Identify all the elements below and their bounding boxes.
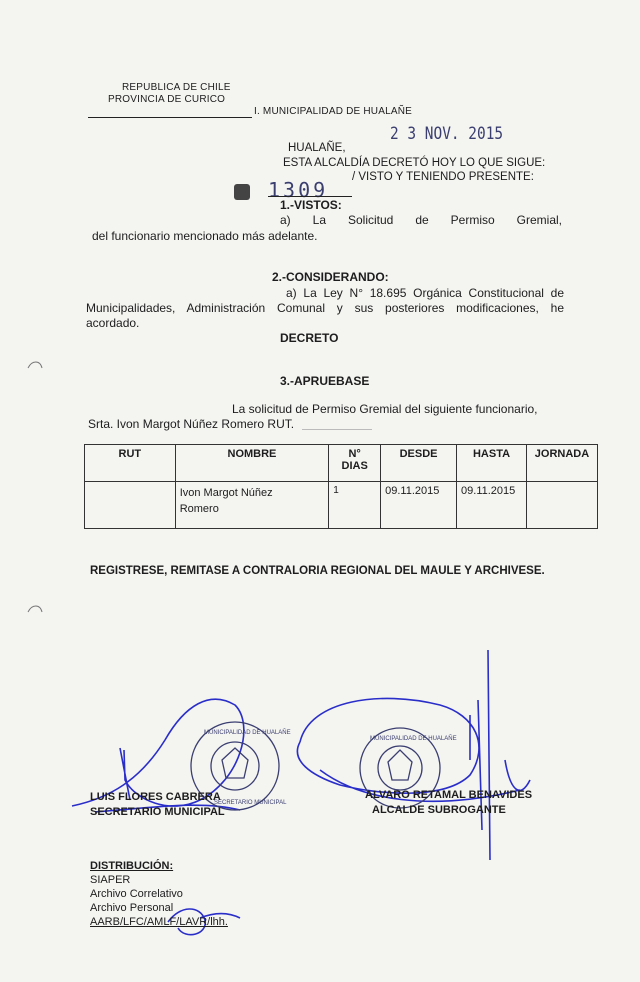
cell-hasta: 09.11.2015 <box>457 482 527 529</box>
left-signer-name: LUIS FLORES CABRERA <box>90 791 221 803</box>
considerando-heading: 2.-CONSIDERANDO: <box>272 270 389 284</box>
right-signer-title: ALCALDE SUBROGANTE <box>372 804 506 816</box>
intro-line-1: ESTA ALCALDÍA DECRETÓ HOY LO QUE SIGUE: <box>283 157 546 169</box>
republic-label: REPUBLICA DE CHILE <box>122 82 231 93</box>
col-jornada: JORNADA <box>526 445 597 482</box>
apruebase-text-a: La solicitud de Permiso Gremial del siguiente funcionario, <box>232 402 538 416</box>
considerando-text-b: Municipalidades, Administración Comunal y sus posteriores modificaciones, he <box>86 301 564 315</box>
apruebase-heading: 3.-APRUEBASE <box>280 374 370 388</box>
list-item: Archivo Personal <box>90 902 174 914</box>
considerando-text-a: a) La Ley N° 18.695 Orgánica Constitucional de <box>286 286 564 300</box>
col-hasta: HASTA <box>457 445 527 482</box>
col-rut: RUT <box>85 445 176 482</box>
decreto-heading: DECRETO <box>280 331 339 345</box>
right-signer-name: ALVARO RETAMAL BENAVIDES <box>365 789 533 801</box>
considerando-text-c: acordado. <box>86 316 140 330</box>
date-stamp: 2 3 NOV. 2015 <box>390 124 504 144</box>
distribution-block <box>90 859 228 929</box>
col-nombre: NOMBRE <box>175 445 329 482</box>
seal-left-text-top: MUNICIPALIDAD DE HUALAÑE <box>204 730 291 736</box>
distribution-heading: DISTRIBUCIÓN: <box>90 860 174 872</box>
list-item: Archivo Correlativo <box>90 888 183 900</box>
municipality-label: I. MUNICIPALIDAD DE HUALAÑE <box>254 106 413 117</box>
seal-left-text-bottom: SECRETARIO MUNICIPAL <box>214 800 287 806</box>
vistos-text-a: a) La Solicitud de Permiso Gremial, <box>280 213 562 227</box>
cell-nombre: Ivon Margot Núñez Romero <box>175 482 329 529</box>
seal-right-text-top: MUNICIPALIDAD DE HUALAÑE <box>370 736 457 742</box>
decree-number: 1309 <box>268 178 329 202</box>
left-signer-title: SECRETARIO MUNICIPAL <box>90 806 225 818</box>
province-label: PROVINCIA DE CURICO <box>108 94 226 105</box>
cell-desde: 09.11.2015 <box>381 482 457 529</box>
right-signature-icon <box>297 650 533 860</box>
col-dias: N° DIAS <box>329 445 381 482</box>
cell-dias: 1 <box>329 482 381 529</box>
vistos-heading: 1.-VISTOS: <box>280 198 342 212</box>
list-item: AARB/LFC/AMLF/LAVR/lhh. <box>90 916 228 928</box>
list-item: SIAPER <box>90 874 131 886</box>
apruebase-text-b: Srta. Ivon Margot Núñez Romero RUT. <box>88 417 295 431</box>
margin-marks <box>28 362 42 612</box>
col-desde: DESDE <box>381 445 457 482</box>
vistos-text-b: del funcionario mencionado más adelante. <box>92 229 318 243</box>
closing-text: REGISTRESE, REMITASE A CONTRALORIA REGIONAL DEL MAULE Y ARCHIVESE. <box>90 565 545 577</box>
intro-line-2: / VISTO Y TENIENDO PRESENTE: <box>352 171 534 183</box>
place-label: HUALAÑE, <box>288 142 346 154</box>
